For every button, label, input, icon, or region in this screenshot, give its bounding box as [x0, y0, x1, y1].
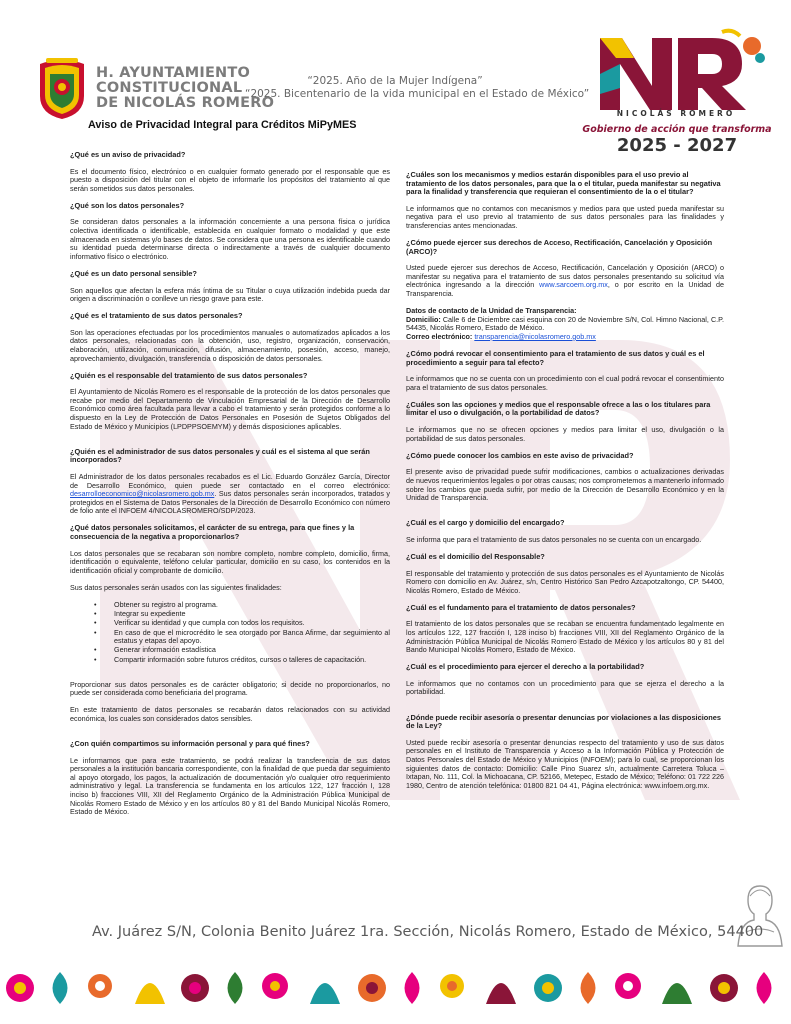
- question-heading: ¿Cuáles son los mecanismos y medios estarán disponibles para el uso previo al tratamiento de los datos personales, para que la o el titular, pueda manifestar su negativa para la finalidad y transferencia que requieran el consentimiento de la o el titular?: [406, 170, 721, 197]
- purposes-list: [94, 601, 390, 664]
- question-heading: ¿Qué es un aviso de privacidad?: [70, 150, 186, 159]
- answer-paragraph: Le informamos que no contamos con mecanismos y medios para que usted pueda manifestar su negativa para el uso previo al tratamiento de sus datos personales para las finalidades y transferencias antes mencionadas.: [406, 203, 724, 230]
- answer-paragraph: Proporcionar sus datos personales es de carácter obligatorio; si decide no proporcionarlos, no puede ser considerada como beneficiaria del programa.: [70, 679, 390, 698]
- list-item: • Generar información estadística: [94, 646, 390, 655]
- answer-text: Usted puede ejercer sus derechos de Acceso, Rectificación, Cancelación y Oposición (ARCO) o manifestar su negativa para el tratamiento de sus datos personales presentando su solicitud vía electrónica ingresando a la dirección: [406, 263, 724, 290]
- question-heading: ¿Cuál es el cargo y domicilio del encargado?: [406, 518, 565, 528]
- transparency-email-link[interactable]: transparencia@nicolasromero.gob.mx: [474, 331, 596, 341]
- left-column: [70, 151, 390, 825]
- municipal-seal-logo: [36, 56, 88, 120]
- answer-paragraph: El Ayuntamiento de Nicolás Romero es el responsable de la protección de los datos personales que recabe por medio del Departamento de Vinculación Empresarial de la Dirección de Desarrollo Económico como área facultada para llevar a cabo el tratamiento y serán protegidos conforme a lo dispuesto en la Ley de Protección de Datos Personales en Posesión de Sujetos Obligados del Estado de México y Municipios (LPDPPSOEMYM) y demás disposiciones aplicables.: [70, 387, 390, 431]
- answer-paragraph: [70, 473, 390, 516]
- list-item: • Obtener su registro al programa.: [94, 601, 390, 610]
- sarcoem-link[interactable]: www.sarcoem.org.mx: [539, 280, 608, 290]
- org-name-line3: DE NICOLÁS ROMERO: [96, 95, 275, 111]
- question-heading: ¿Con quién compartimos su información personal y para qué fines?: [70, 738, 310, 748]
- contact-title: Datos de contacto de la Unidad de Transparencia:: [406, 306, 577, 316]
- right-column: [406, 171, 724, 799]
- question-heading: ¿Cuál es el domicilio del Responsable?: [406, 551, 545, 561]
- contact-address: Calle 6 de Diciembre casi esquina con 20 de Noviembre S/N, Col. Himno Nacional, C.P. 54435, Nicolás Romero, Estado de México.: [406, 314, 724, 333]
- answer-paragraph: Es el documento físico, electrónico o en cualquier formato generado por el responsable que es puesto a disposición del titular con el objeto de informarle los propósitos del tratamiento al que serán sometidos sus datos personales.: [70, 166, 390, 193]
- answer-text: . Sus datos personales serán incorporados, tratados y protegidos en el Sistema de Datos Personales de la Dirección de Desarrollo Económico con número de folio ante el INFOEM 4/NICOLASROMERO/SDP/2023.: [70, 489, 390, 516]
- question-heading: ¿Cómo puede ejercer sus derechos de Acceso, Rectificación, Cancelación y Oposición (ARCO)?: [406, 238, 713, 256]
- contact-email-label: Correo electrónico:: [406, 331, 473, 341]
- contact-block: [406, 307, 724, 341]
- question-heading: ¿Dónde puede recibir asesoría o presentar denuncias por violaciones a las disposiciones de la Ley?: [406, 712, 722, 731]
- list-item: • En caso de que el microcrédito le sea otorgado por Banca Afirme, dar seguimiento al estatus y etapas del apoyo.: [94, 629, 390, 646]
- answer-paragraph: Son las operaciones efectuadas por los procedimientos manuales o automatizados aplicados a los datos personales, relacionadas con la obtención, uso, registro, organización, conservación, elaboración, utilización, comunicación, difusión, almacenamiento, posesión, acceso, manejo, aprovechamiento, divulgación, transferencia o disposición de datos personales.: [70, 327, 390, 363]
- document-title: Aviso de Privacidad Integral para Créditos MiPyMES: [88, 119, 357, 131]
- question-heading: ¿Cuál es el fundamento para el tratamiento de datos personales?: [406, 602, 636, 612]
- question-heading: ¿Cuál es el procedimiento para ejercer el derecho a la portabilidad?: [406, 662, 645, 672]
- question-heading: ¿Qué son los datos personales?: [70, 200, 185, 210]
- list-item: • Integrar su expediente: [94, 610, 390, 619]
- answer-paragraph: Le informamos que no contamos con un procedimiento para que se ejerza el derecho a la portabilidad.: [406, 678, 724, 697]
- gov-period: 2025 - 2027: [616, 135, 738, 156]
- answer-paragraph: El responsable del tratamiento y protección de sus datos personales es el Ayuntamiento de Nicolás Romero con domicilio en Av. Juárez, s/n, Centro Histórico San Pedro Azcapotzaltongo, CP. 54400, Nicolás Romero, Estado de México.: [406, 568, 724, 595]
- gov-city-name: NICOLÁS ROMERO: [616, 109, 736, 118]
- contact-address-label: Domicilio:: [406, 314, 441, 324]
- question-heading: ¿Quién es el administrador de sus datos personales y cuál es el sistema al que serán incorporados?: [70, 446, 370, 465]
- answer-paragraph: Los datos personales que se recabaran son nombre completo, nombre completo, domicilio, firma, identificación o equivalente, teléfono celular particular, domicilio en su caso, los contenidos en la identificación oficial y comprobante de domicilio.: [70, 548, 390, 575]
- footer-address: Av. Juárez S/N, Colonia Benito Juárez 1ra. Sección, Nicolás Romero, Estado de México, 54400: [92, 924, 764, 940]
- answer-paragraph: El presente aviso de privacidad puede sufrir modificaciones, cambios o actualizaciones derivadas de nuevos requerimientos legales o por otras causas; nos comprometemos a mantenerlo informado sobre los cambios que pueda sufrir, por medio de la Dirección de Desarrollo Económico y en la Unidad de Transparencia.: [406, 467, 724, 503]
- question-heading: ¿Cómo puede conocer los cambios en este aviso de privacidad?: [406, 450, 634, 460]
- slogan-bicentenario: “2025. Bicentenario de la vida municipal en el Estado de México”: [245, 88, 590, 100]
- question-heading: ¿Cómo podrá revocar el consentimiento para el tratamiento de sus datos y cuál es el procedimiento a seguir para tal efecto?: [406, 349, 705, 367]
- question-heading: ¿Qué datos personales solicitamos, el carácter de su entrega, para que fines y la consecuencia de la negativa a proporcionarlos?: [70, 523, 355, 541]
- question-heading: ¿Qué es un dato personal sensible?: [70, 268, 197, 278]
- slogan-mujer-indigena: “2025. Año de la Mujer Indígena”: [307, 75, 483, 87]
- economic-development-email-link[interactable]: desarrolloeconomico@nicolasromero.gob.mx: [70, 489, 215, 499]
- answer-paragraph: Sus datos personales serán usados con las siguientes finalidades:: [70, 582, 282, 592]
- answer-paragraph: Le informamos que para este tratamiento, se podrá realizar la transferencia de sus datos personales a la institución bancaria correspondiente, con la finalidad de que pueda dar seguimiento al apoyo otorgado, los pagos, la actualización de documentación y/o cualquier otro requerimiento administrativo y legal. La transferencia se fundamenta en los artículos 122, 127 fracción I, 128 inciso b) fracciones VIII, XII del Reglamento Orgánico de la Administración Pública Municipal de Nicolás Romero Estado de México y en los artículos 80 y 81 del Bando Municipal Nicolás Romero, Estado de México.: [70, 755, 390, 817]
- answer-paragraph: [406, 264, 724, 298]
- gov-tagline: Gobierno de acción que transforma: [582, 124, 772, 135]
- answer-paragraph: Se informa que para el tratamiento de sus datos personales no se cuenta con un encargado.: [406, 534, 702, 544]
- answer-paragraph: Son aquellos que afectan la esfera más íntima de su Titular o cuya utilización indebida pueda dar origen a discriminación o conlleve un riesgo grave para este.: [70, 285, 390, 304]
- answer-text: El Administrador de los datos personales recabados es el Lic. Eduardo González García, Director de Desarrollo Económico, quien puede ser contactado en el correo electrónico:: [70, 471, 390, 490]
- question-heading: ¿Quién es el responsable del tratamiento de sus datos personales?: [70, 370, 308, 380]
- answer-paragraph: En este tratamiento de datos personales se recabarán datos relacionados con su actividad económica, los cuales son considerados datos sensibles.: [70, 705, 390, 723]
- answer-paragraph: Se consideran datos personales a la información concerniente a una persona física o jurídica colectiva identificada o identificable, establecida en cualquier formato o modalidad y que este almacenada en sistemas y/o bases de datos. Se considera que una persona es identificable cuando su identidad pueda determinarse directa o indirectamente a través de cualquier documento informativo físico o electrónico.: [70, 217, 390, 261]
- answer-text: , o por escrito en la Unidad de Transparencia.: [406, 280, 724, 299]
- floral-border-decoration: [0, 952, 791, 1024]
- question-heading: ¿Qué es el tratamiento de sus datos personales?: [70, 311, 243, 321]
- answer-paragraph: Le informamos que no se cuenta con un procedimiento con el cual podrá revocar el consentimiento para el tratamiento de sus datos personales.: [406, 374, 724, 392]
- answer-paragraph: Le informamos que no se ofrecen opciones y medios para limitar el uso, divulgación o la portabilidad de sus datos personales.: [406, 425, 724, 443]
- list-item: • Verificar su identidad y que cumpla con todos los requisitos.: [94, 619, 390, 628]
- question-heading: ¿Cuáles son las opciones y medios que el responsable ofrece a las o los titulares para limitar el uso o divulgación, o la portabilidad de datos?: [406, 399, 711, 418]
- org-name-line2: CONSTITUCIONAL: [96, 80, 243, 96]
- list-item: • Compartir información sobre futuros créditos, cursos o talleres de capacitación.: [94, 656, 390, 665]
- nr-government-logo: [582, 28, 772, 116]
- answer-paragraph: El tratamiento de los datos personales que se recaban se encuentra fundamentado legalmente en los artículos 122, 127 fracción I, 128 inciso b) fracciones VIII, XII del Reglamento Orgánico de la Administración Pública Municipal de Nicolás Romero Estado de México y los artículos 80 y 81 del Bando Municipal Nicolás Romero, Estado de México.: [406, 619, 724, 655]
- answer-paragraph: Usted puede recibir asesoría o presentar denuncias respecto del tratamiento y uso de sus datos personales en el Instituto de Transparencia y Acceso a la Información Pública y Protección de Datos Personales del Estado de México y Municipios (INFOEM); para lo cual, se proporcionan los siguientes datos de contacto: Domicilio: Calle Pino Suarez s/n, actualmente Carretera Toluca – Ixtapan, No. 111, Col. la Michoacana, CP. 52166, Metepec, Estado de México; Teléfono: 01 722 226 1980, Centro de atención telefónica: 01800 821 04 41, Página electrónica: www.infoem.org.mx.: [406, 737, 724, 790]
- org-name-line1: H. AYUNTAMIENTO: [96, 65, 251, 81]
